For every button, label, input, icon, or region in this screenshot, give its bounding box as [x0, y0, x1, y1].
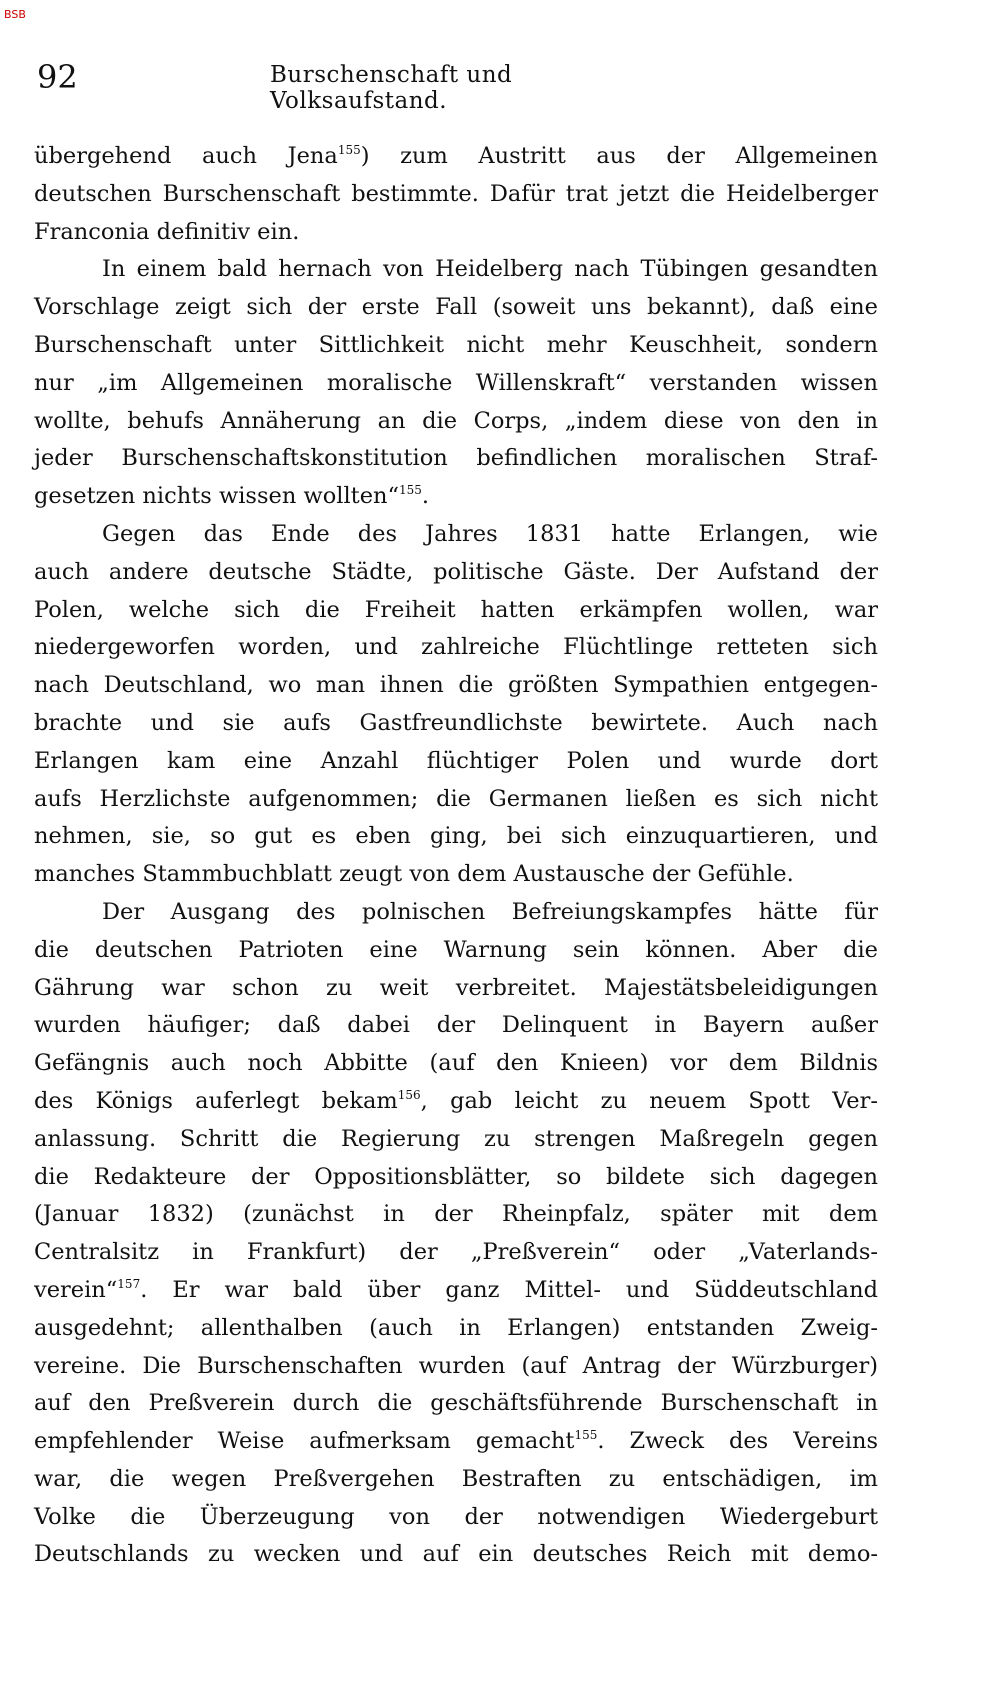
text-line: [34, 1536, 878, 1574]
line-text: Franconia definitiv ein.: [34, 218, 300, 245]
text-line: [34, 440, 878, 478]
text-line: [34, 1499, 878, 1537]
line-text-continued: . Er war bald über ganz Mittel- und Süddeutschland: [140, 1276, 878, 1303]
line-text: (Januar 1832) (zunächst in der Rheinpfalz, später mit dem: [34, 1201, 878, 1228]
line-text: wurden häufiger; daß dabei der Delinquent in Bayern außer: [34, 1012, 878, 1039]
text-line: [34, 516, 878, 554]
text-line: [34, 289, 878, 327]
text-line: [34, 1385, 878, 1423]
line-text: die Redakteure der Oppositionsblätter, so bildete sich dagegen: [34, 1163, 878, 1190]
line-text: auch andere deutsche Städte, politische Gäste. Der Aufstand der: [34, 558, 878, 585]
line-text: auf den Preßverein durch die geschäftsführende Burschenschaft in: [34, 1390, 878, 1417]
text-line: [34, 1083, 878, 1121]
text-line: [34, 478, 878, 516]
footnote-marker: 157: [117, 1276, 141, 1291]
text-line: [34, 629, 878, 667]
line-text: Deutschlands zu wecken und auf ein deutsches Reich mit demo-: [34, 1541, 878, 1568]
text-line: [34, 1007, 878, 1045]
line-text: war, die wegen Preßvergehen Bestraften zu entschädigen, im: [34, 1465, 878, 1492]
line-text-continued: , gab leicht zu neuem Spott Ver-: [420, 1087, 878, 1114]
line-text: ausgedehnt; allenthalben (auch in Erlangen) entstanden Zweig-: [34, 1314, 878, 1341]
text-line: [34, 592, 878, 630]
line-text-continued: . Zweck des Vereins: [597, 1428, 878, 1455]
text-line: [34, 1045, 878, 1083]
line-text: Gefängnis auch noch Abbitte (auf den Knieen) vor dem Bildnis: [34, 1050, 878, 1077]
line-text: Centralsitz in Frankfurt) der „Preßverein“ oder „Vaterlands-: [34, 1239, 878, 1266]
body-text: [34, 138, 878, 1574]
line-text: Der Ausgang des polnischen Befreiungskampfes hätte für: [102, 898, 878, 925]
line-text: Vorschlage zeigt sich der erste Fall (soweit uns bekannt), daß eine: [34, 294, 878, 321]
running-head: Burschenschaft und Volksaufstand.: [270, 62, 513, 114]
line-text: aufs Herzlichste aufgenommen; die Germanen ließen es sich nicht: [34, 785, 878, 812]
line-text: wollte, behufs Annäherung an die Corps, „indem diese von den in: [34, 407, 878, 434]
text-line: [34, 894, 878, 932]
text-line: [34, 932, 878, 970]
line-text: empfehlender Weise aufmerksam gemacht: [34, 1428, 575, 1455]
text-line: [34, 365, 878, 403]
text-line: [34, 176, 878, 214]
text-line: [34, 214, 878, 252]
text-line: [34, 554, 878, 592]
footnote-marker: 156: [397, 1087, 421, 1102]
line-text: nach Deutschland, wo man ihnen die größten Sympathien entgegen-: [34, 672, 878, 699]
line-text: verein“: [34, 1276, 118, 1303]
line-text: brachte und sie aufs Gastfreundlichste bewirtete. Auch nach: [34, 709, 878, 736]
text-line: [34, 743, 878, 781]
line-text: deutschen Burschenschaft bestimmte. Dafür trat jetzt die Heidelberger: [34, 180, 878, 207]
text-line: [34, 705, 878, 743]
text-line: [34, 1423, 878, 1461]
line-text: nur „im Allgemeinen moralische Willenskraft“ verstanden wissen: [34, 369, 878, 396]
page-number: 92: [37, 58, 78, 96]
line-text-continued: ) zum Austritt aus der Allgemeinen: [360, 143, 878, 169]
text-line: [34, 781, 878, 819]
line-text: Gährung war schon zu weit verbreitet. Majestätsbeleidigungen: [34, 974, 878, 1001]
footnote-marker: 155: [337, 143, 361, 157]
text-line: [34, 1272, 878, 1310]
line-text: niedergeworfen worden, und zahlreiche Flüchtlinge retteten sich: [34, 634, 878, 661]
text-line: [34, 818, 878, 856]
library-stamp: BSB: [4, 8, 26, 21]
line-text: anlassung. Schritt die Regierung zu strengen Maßregeln gegen: [34, 1125, 878, 1152]
line-text: die deutschen Patrioten eine Warnung sein können. Aber die: [34, 936, 878, 963]
line-text: gesetzen nichts wissen wollten“: [34, 483, 400, 510]
text-line: [34, 667, 878, 705]
line-text-continued: .: [421, 483, 430, 510]
footnote-marker: 155: [574, 1428, 598, 1443]
text-line: [34, 327, 878, 365]
line-text: manches Stammbuchblatt zeugt von dem Austausche der Gefühle.: [34, 861, 794, 888]
text-line: [34, 1159, 878, 1197]
line-text: Burschenschaft unter Sittlichkeit nicht mehr Keuschheit, sondern: [34, 331, 878, 358]
line-text: In einem bald hernach von Heidelberg nach Tübingen gesandten: [102, 256, 878, 283]
text-line: [34, 403, 878, 441]
text-line: [34, 1196, 878, 1234]
line-text: nehmen, sie, so gut es eben ging, bei sich einzuquartieren, und: [34, 823, 878, 850]
text-line: [34, 1121, 878, 1159]
text-line: [34, 1310, 878, 1348]
footnote-marker: 155: [399, 483, 422, 498]
line-text: Erlangen kam eine Anzahl flüchtiger Polen und wurde dort: [34, 747, 878, 774]
line-text: Polen, welche sich die Freiheit hatten erkämpfen wollen, war: [34, 596, 878, 623]
line-text: des Königs auferlegt bekam: [34, 1087, 398, 1114]
line-text: Volke die Überzeugung von der notwendigen Wiedergeburt: [34, 1503, 878, 1530]
line-text: übergehend auch Jena: [34, 143, 338, 169]
text-line: [34, 1234, 878, 1272]
text-line: [34, 1348, 878, 1386]
text-line: [34, 856, 878, 894]
line-text: vereine. Die Burschenschaften wurden (auf Antrag der Würzburger): [34, 1352, 878, 1379]
text-line: [34, 138, 878, 176]
text-line: [34, 251, 878, 289]
line-text: Gegen das Ende des Jahres 1831 hatte Erlangen, wie: [102, 520, 878, 547]
line-text: jeder Burschenschaftskonstitution befindlichen moralischen Straf-: [34, 445, 878, 472]
text-line: [34, 1461, 878, 1499]
text-line: [34, 970, 878, 1008]
